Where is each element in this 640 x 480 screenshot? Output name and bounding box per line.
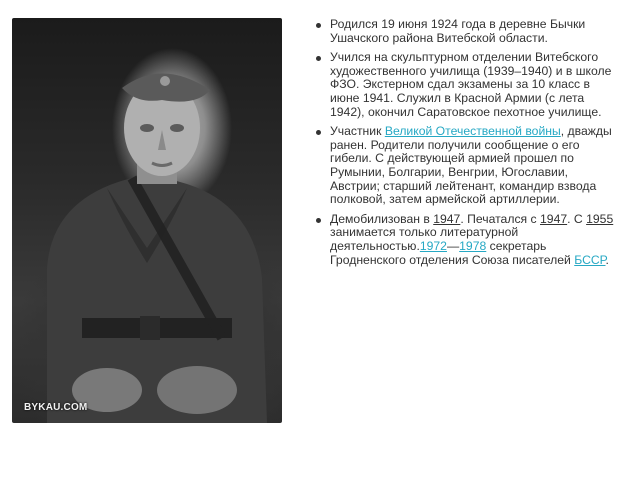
bio-item-war bbox=[314, 125, 614, 207]
bio-item-birth: Родился 19 июня 1924 года в деревне Бычки Ушачского района Витебской области. bbox=[314, 18, 614, 45]
soldier-portrait-illustration bbox=[12, 18, 282, 423]
link-great-patriotic-war[interactable]: Великой Отечественной войны bbox=[384, 124, 561, 139]
bio-postwar-text-3: . С bbox=[567, 211, 587, 226]
link-bssr[interactable]: БССР bbox=[574, 252, 606, 267]
bio-war-suffix: , дважды ранен. Родители получили сообщение о его гибели. С действующей армией прошел по Румынии, Болгарии, Венгрии, Югославии, Австрии; старший лейтенант, командир взвода полковой, затем армейской артиллерии. bbox=[330, 124, 612, 207]
bio-postwar-text-5: секретарь Гродненского отделения Союза писателей bbox=[330, 238, 575, 267]
bio-postwar-text-4: занимается только литературной деятельностью. bbox=[330, 225, 519, 253]
portrait-photo bbox=[12, 18, 282, 423]
bio-war-prefix: Участник bbox=[330, 124, 385, 139]
biography-list bbox=[314, 18, 614, 273]
link-year-1955[interactable]: 1955 bbox=[586, 211, 614, 226]
bio-postwar-dash: — bbox=[446, 238, 460, 253]
link-year-1947-a[interactable]: 1947 bbox=[433, 211, 461, 226]
bio-item-postwar bbox=[314, 213, 614, 267]
bio-postwar-text-6: . bbox=[605, 252, 609, 267]
link-year-1978[interactable]: 1978 bbox=[459, 238, 487, 253]
bio-postwar-text-1: Демобилизован в bbox=[330, 211, 434, 226]
bio-postwar-text-2: . Печатался с bbox=[460, 211, 541, 226]
photo-watermark: BYKAU.COM bbox=[24, 402, 88, 413]
bio-item-education: Учился на скульптурном отделении Витебского художественного училища (1939–1940) и в школе ФЗО. Экстерном сдал экзамены за 10 класс в июне 1941. Служил в Красной Армии (с лета 1942), окончил Саратовское пехотное училище. bbox=[314, 51, 614, 119]
link-year-1972[interactable]: 1972 bbox=[419, 238, 447, 253]
link-year-1947-b[interactable]: 1947 bbox=[540, 211, 568, 226]
